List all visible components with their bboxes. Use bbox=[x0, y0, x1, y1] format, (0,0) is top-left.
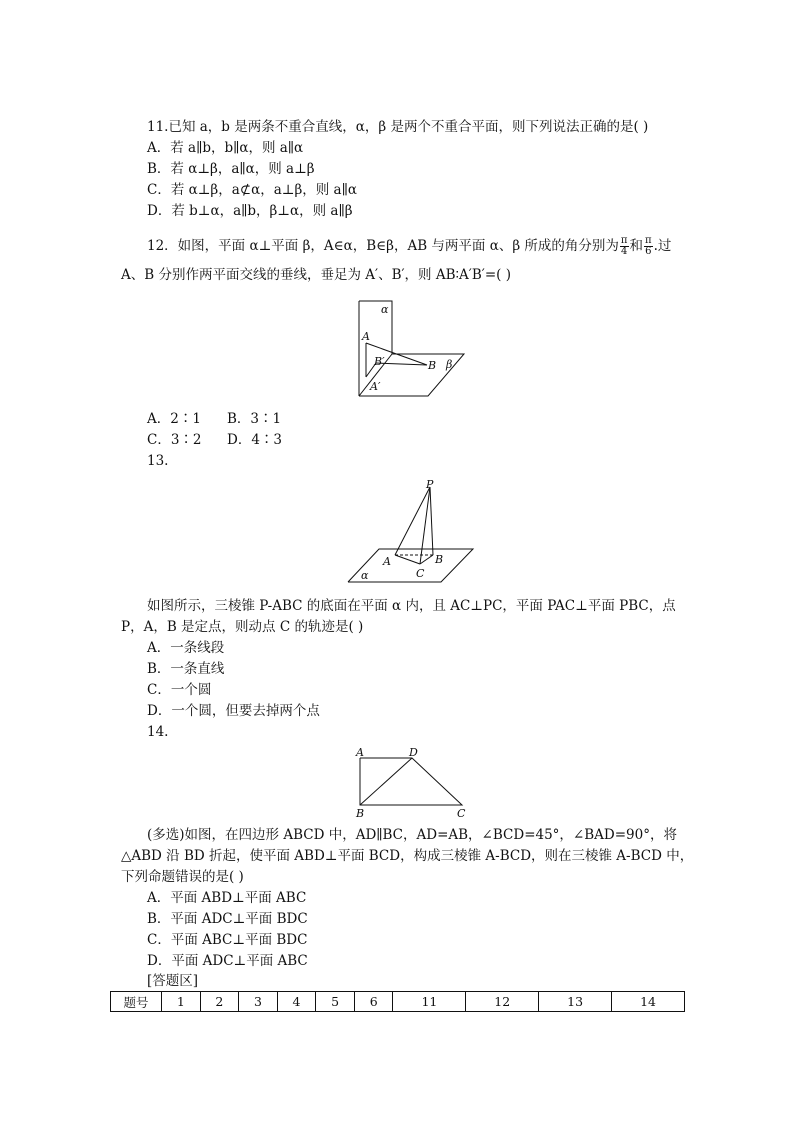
q12-label-a: A bbox=[362, 330, 370, 343]
q11-option-c: C．若 α⊥β，a⊄α，a⊥β，则 a∥α bbox=[147, 182, 357, 198]
answer-cell[interactable]: 13 bbox=[539, 992, 612, 1012]
q12-stem-part2: .过 bbox=[653, 238, 672, 254]
answer-cell[interactable]: 12 bbox=[466, 992, 539, 1012]
answer-cell[interactable]: 11 bbox=[393, 992, 466, 1012]
q12-fraction-pi-over-6: $\frac{\pi}{6}$ bbox=[645, 235, 652, 257]
q13-figure-tetrahedron bbox=[340, 476, 480, 586]
q14-stem-line2: △ABD 沿 BD 折起，使平面 ABD⊥平面 BCD，构成三棱锥 A-BCD，则在三棱锥 A-BCD 中， bbox=[121, 848, 694, 864]
q12-label-a-prime: A′ bbox=[370, 380, 381, 393]
q12-stem-line1 bbox=[147, 235, 671, 257]
q13-option-b: B．一条直线 bbox=[147, 661, 225, 677]
q14-option-b: B．平面 ADC⊥平面 BDC bbox=[147, 911, 308, 927]
q12-option-d: D．4∶3 bbox=[227, 432, 283, 448]
q13-label-p: P bbox=[426, 478, 434, 491]
q12-option-a: A．2∶1 bbox=[147, 411, 201, 427]
q12-label-beta: β bbox=[446, 358, 453, 371]
q13-option-c: C．一个圆 bbox=[147, 682, 212, 698]
q14-figure-quadrilateral bbox=[350, 745, 475, 820]
answer-cell[interactable]: 5 bbox=[316, 992, 355, 1012]
q14-option-c: C．平面 ABC⊥平面 BDC bbox=[147, 932, 308, 948]
q12-stem-and: 和 bbox=[629, 238, 643, 254]
q11-option-b: B．若 α⊥β，a∥α，则 a⊥β bbox=[147, 161, 315, 177]
answer-cell[interactable]: 3 bbox=[239, 992, 278, 1012]
q12-label-alpha: α bbox=[381, 303, 389, 316]
q14-label-d: D bbox=[409, 746, 418, 759]
q13-option-a: A．一条线段 bbox=[147, 640, 225, 656]
q12-label-b-prime: B′ bbox=[374, 355, 385, 368]
q12-option-b: B．3∶1 bbox=[227, 411, 282, 427]
q14-number: 14. bbox=[147, 724, 169, 740]
q12-label-b: B bbox=[428, 359, 437, 372]
q12-option-c: C．3∶2 bbox=[147, 432, 202, 448]
q14-label-b: B bbox=[356, 807, 365, 820]
q12-stem-line2: A、B 分别作两平面交线的垂线，垂足为 A′、B′，则 AB∶A′B′=( ) bbox=[121, 267, 511, 283]
q12-figure-dihedral bbox=[340, 297, 480, 402]
answer-cell[interactable]: 6 bbox=[354, 992, 393, 1012]
q13-stem-line2: P，A，B 是定点，则动点 C 的轨迹是( ) bbox=[121, 619, 364, 635]
q11-option-a: A．若 a∥b，b∥α，则 a∥α bbox=[147, 140, 304, 156]
q14-option-d: D．平面 ADC⊥平面 ABC bbox=[147, 953, 308, 969]
q11-option-d: D．若 b⊥α，a∥b，β⊥α，则 a∥β bbox=[147, 203, 353, 219]
answer-cell[interactable]: 2 bbox=[200, 992, 239, 1012]
answer-table-row bbox=[111, 992, 685, 1012]
q12-fraction-pi-over-4: $\frac{\pi}{4}$ bbox=[620, 235, 628, 257]
q13-label-b: B bbox=[435, 553, 444, 566]
q14-stem-line1: (多选)如图，在四边形 ABCD 中，AD∥BC，AD=AB，∠BCD=45°，∠BAD=90°，将 bbox=[147, 827, 677, 843]
answer-table bbox=[110, 991, 685, 1012]
answer-table-header: 题号 bbox=[111, 992, 162, 1012]
q13-label-alpha: α bbox=[361, 569, 369, 582]
q13-label-c: C bbox=[416, 567, 425, 580]
q13-stem-line1: 如图所示，三棱锥 P-ABC 的底面在平面 α 内，且 AC⊥PC，平面 PAC⊥平面 PBC，点 bbox=[147, 598, 676, 614]
answer-cell[interactable]: 1 bbox=[162, 992, 201, 1012]
q12-stem-part1: 12．如图，平面 α⊥平面 β，A∈α，B∈β，AB 与两平面 α、β 所成的角分别为 bbox=[147, 238, 619, 254]
q14-option-a: A．平面 ABD⊥平面 ABC bbox=[147, 890, 307, 906]
q14-label-c: C bbox=[457, 807, 466, 820]
q14-label-a: A bbox=[356, 746, 364, 759]
answer-area-label: [答题区] bbox=[147, 973, 199, 989]
q13-option-d: D．一个圆，但要去掉两个点 bbox=[147, 703, 320, 719]
q11-stem: 11.已知 a，b 是两条不重合直线，α，β 是两个不重合平面，则下列说法正确的是( ) bbox=[147, 119, 649, 135]
q13-label-a: A bbox=[383, 555, 391, 568]
q13-number: 13. bbox=[147, 453, 169, 469]
q14-stem-line3: 下列命题错误的是( ) bbox=[121, 869, 244, 885]
answer-cell[interactable]: 14 bbox=[612, 992, 685, 1012]
answer-cell[interactable]: 4 bbox=[277, 992, 316, 1012]
